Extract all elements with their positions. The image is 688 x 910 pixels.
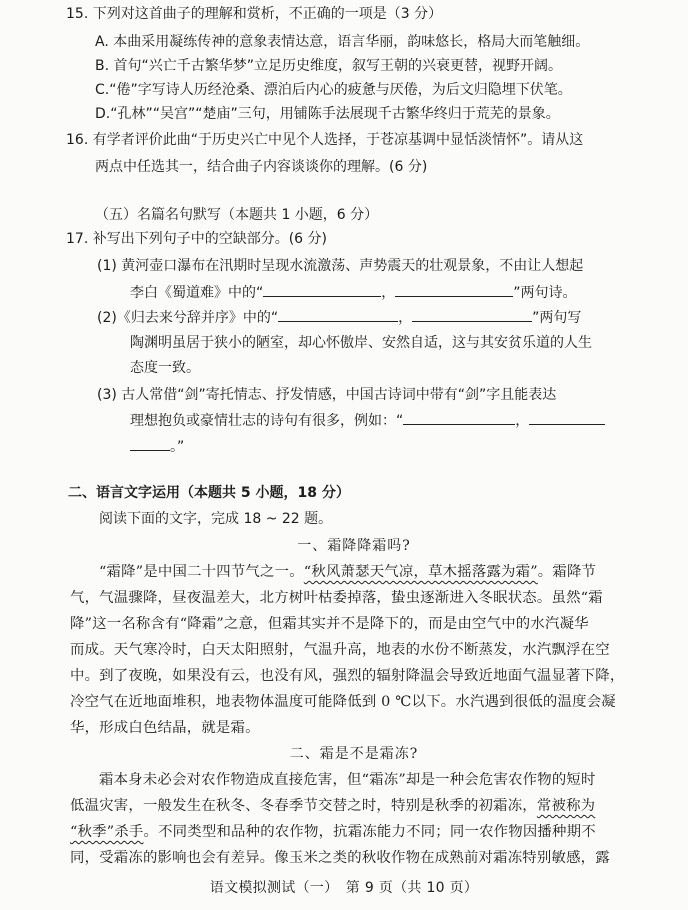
para2-wavy-phrase-b: “秋季”杀手 — [70, 824, 144, 840]
para2-line3 — [70, 822, 596, 842]
para1-line6: 冷空气在近地面堆积，地表物体温度可能降低到 0 ℃以下。水汽遇到很低的温度会凝 — [70, 694, 616, 710]
q17-part2-line3: 态度一致。 — [130, 360, 200, 376]
para2-line3-text: 。不同类型和品种的农作物，抗霜冻能力不同；同一农作物因播种期不 — [143, 824, 596, 840]
part2-instruction: 阅读下面的文字，完成 18 ~ 22 题。 — [99, 511, 333, 527]
q17-part1-blank-2[interactable] — [395, 282, 513, 297]
q17-part1-suffix: ”两句诗。 — [513, 285, 577, 301]
para2-line2-text: 低温灾害，一般发生在秋冬、冬春季节交替之时，特别是秋季的初霜冻， — [70, 798, 537, 814]
section5-title: （五）名篇名句默写（本题共 1 小题，6 分） — [95, 207, 379, 223]
page-footer: 语文模拟测试（一） 第 9 页（共 10 页） — [209, 880, 479, 896]
para2-line1: 霜本身未必会对农作物造成直接危害，但“霜冻”却是一种会危害农作物的短时 — [99, 772, 596, 788]
q17-part1-line1: (1) 黄河壶口瀑布在汛期时呈现水流激荡、声势震天的壮观景象，不由让人想起 — [97, 258, 584, 274]
q16-line2: 两点中任选其一，结合曲子内容谈谈你的理解。(6 分) — [95, 159, 428, 175]
q15-option-d: D.“孔林”“吴宫”“楚庙”三句，用铺陈手法展现千古繁华终归于荒芜的景象。 — [95, 106, 560, 122]
para2-line4: 同，受霜冻的影响也会有差异。像玉米之类的秋收作物在成熟前对霜冻特别敏感，露 — [70, 850, 610, 866]
q17-part3-blank-1[interactable] — [403, 410, 515, 425]
q17-part3-blank-2b[interactable] — [130, 436, 170, 451]
para1-line2: 气，气温骤降，昼夜温差大，北方树叶枯委掉落，蛰虫逐渐进入冬眠状态。虽然“霜 — [70, 590, 603, 606]
q17-part2-line1 — [97, 307, 581, 328]
part2-title: 二、语言文字运用（本题共 5 小题，18 分） — [68, 485, 350, 501]
q17-part3-comma: ， — [515, 413, 530, 429]
q17-part3-line2 — [130, 410, 605, 431]
q17-part1-line2 — [130, 282, 577, 303]
q15-option-c: C.“倦”字写诗人历经沧桑、漂泊后内心的疲惫与厌倦，为后文归隐埋下伏笔。 — [95, 82, 572, 98]
para1-wavy-quote: “秋风萧瑟天气凉，草木摇落露为霜” — [303, 564, 538, 580]
q17-part1-comma: ， — [381, 285, 396, 301]
q15-option-a: A. 本曲采用凝练传神的意象表情达意，语言华丽，韵味悠长，格局大而笔触细。 — [95, 34, 590, 50]
para1-line1 — [99, 562, 596, 582]
q17-part2-comma: ， — [398, 310, 413, 326]
q17-part3-prefix: 理想抱负或豪情壮志的诗句有很多，例如：“ — [130, 413, 404, 429]
q15-stem: 15. 下列对这首曲子的理解和赏析，不正确的一项是（3 分） — [66, 6, 443, 22]
passage-heading-2: 二、霜是不是霜冻? — [289, 746, 419, 762]
q17-part2-blank-1[interactable] — [278, 307, 398, 322]
q17-part3-end: 。” — [170, 439, 185, 455]
q17-part1-prefix: 李白《蜀道难》中的“ — [130, 285, 264, 301]
para1-line3: 降”这一名称含有“降霜”之意，但霜其实并不是降下的，而是由空气中的水汽凝华 — [70, 616, 589, 632]
para2-line2 — [70, 796, 595, 816]
q15-option-b: B. 首句“兴亡千古繁华梦”立足历史维度，叙写王朝的兴衰更替，视野开阔。 — [95, 58, 563, 74]
para1-line1-text-b: 。霜降节 — [537, 564, 597, 580]
q17-part1-blank-1[interactable] — [263, 282, 381, 297]
q17-stem: 17. 补写出下列句子中的空缺部分。(6 分) — [66, 231, 327, 247]
para1-line4: 而成。天气寒冷时，白天太阳照射，气温升高，地表的水份不断蒸发，水汽飘浮在空 — [70, 642, 610, 658]
q17-part2-suffix: ”两句写 — [532, 310, 582, 326]
para1-line5: 中。到了夜晚，如果没有云，也没有风，强烈的辐射降温会导致近地面气温显著下降， — [70, 668, 625, 684]
q16-line1: 16. 有学者评价此曲“于历史兴亡中见个人选择，于苍凉基调中显恬淡情怀”。请从这 — [66, 132, 584, 148]
q17-part3-line3 — [130, 436, 184, 457]
passage-heading-1: 一、霜降降霜吗? — [297, 538, 411, 554]
q17-part3-line1: (3) 古人常借“剑”寄托情志、抒发情感，中国古诗词中带有“剑”字且能表达 — [97, 387, 557, 403]
q17-part2-prefix: (2)《归去来兮辞并序》中的“ — [97, 310, 279, 326]
q17-part3-blank-2a[interactable] — [529, 410, 605, 425]
q17-part2-blank-2[interactable] — [412, 307, 532, 322]
para1-line7: 华，形成白色结晶，就是霜。 — [70, 720, 260, 736]
q17-part2-line2: 陶渊明虽居于狭小的陋室，却心怀傲岸、安然自适，这与其安贫乐道的人生 — [130, 335, 592, 351]
para1-line1-text-a: “霜降”是中国二十四节气之一。 — [99, 564, 304, 580]
para2-wavy-phrase-a: 常被称为 — [536, 798, 596, 814]
